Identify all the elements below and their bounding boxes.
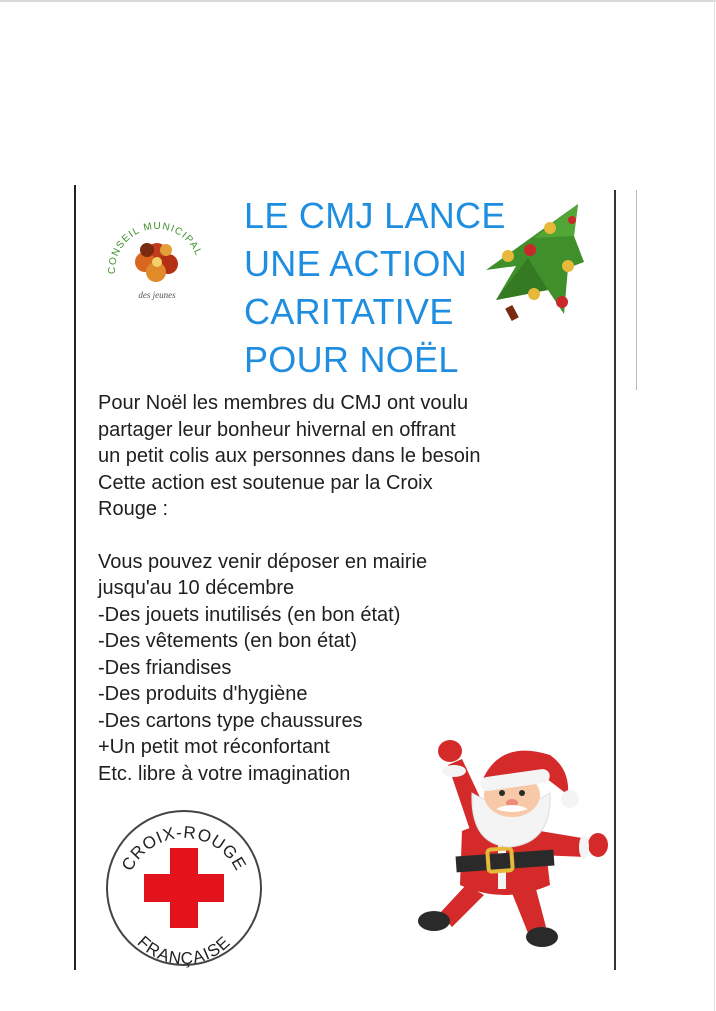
instruction-line-2: jusqu'au 10 décembre: [98, 577, 295, 599]
intro-line-1: Pour Noël les membres du CMJ ont voulu: [98, 392, 469, 414]
scan-edge-right: [714, 0, 715, 1011]
title-line-2: UNE ACTION: [244, 243, 468, 284]
croix-rouge-logo: [104, 808, 264, 968]
cmj-logo: [100, 210, 212, 305]
intro-line-4: Cette action est soutenue par la Croix: [98, 471, 433, 494]
body-text: [98, 390, 480, 787]
title-line-3: CARITATIVE: [244, 291, 454, 332]
cmj-logo-arc-text: CONSEIL MUNICIPAL: [106, 220, 204, 275]
croix-rouge-bottom-text: FRANÇAISE: [133, 932, 235, 968]
intro-line-3: un petit colis aux personnes dans le besoin: [98, 445, 481, 467]
flower-icon: [135, 243, 178, 282]
list-item: -Des jouets inutilisés (en bon état): [98, 603, 401, 626]
paragraph-gap: [98, 523, 480, 549]
title-line-1: LE CMJ LANCE: [244, 195, 506, 236]
list-item: -Des friandises: [98, 656, 232, 679]
instruction-line-1: Vous pouvez venir déposer en mairie: [98, 550, 428, 573]
list-item: -Des vêtements (en bon état): [98, 630, 358, 652]
list-item: -Des cartons type chaussures: [98, 709, 363, 732]
page-title: [244, 192, 506, 384]
scan-edge-top: [0, 0, 716, 2]
christmas-tree-icon: [478, 198, 590, 326]
title-line-4: POUR NOËL: [244, 339, 459, 380]
cmj-logo-subtext: des jeunes: [138, 290, 176, 300]
intro-line-2: partager leur bonheur hivernal en offrant: [98, 418, 456, 441]
frame-right-shadow: [636, 190, 637, 390]
croix-rouge-top-text: CROIX-ROUGE: [117, 822, 251, 875]
list-item: Etc. libre à votre imagination: [98, 762, 351, 785]
intro-line-5: Rouge :: [98, 498, 169, 520]
list-item: +Un petit mot réconfortant: [98, 736, 330, 758]
santa-claus-icon: [400, 735, 610, 950]
frame-right-border: [614, 190, 616, 970]
frame-left-border: [74, 185, 76, 970]
list-item: -Des produits d'hygiène: [98, 683, 308, 705]
